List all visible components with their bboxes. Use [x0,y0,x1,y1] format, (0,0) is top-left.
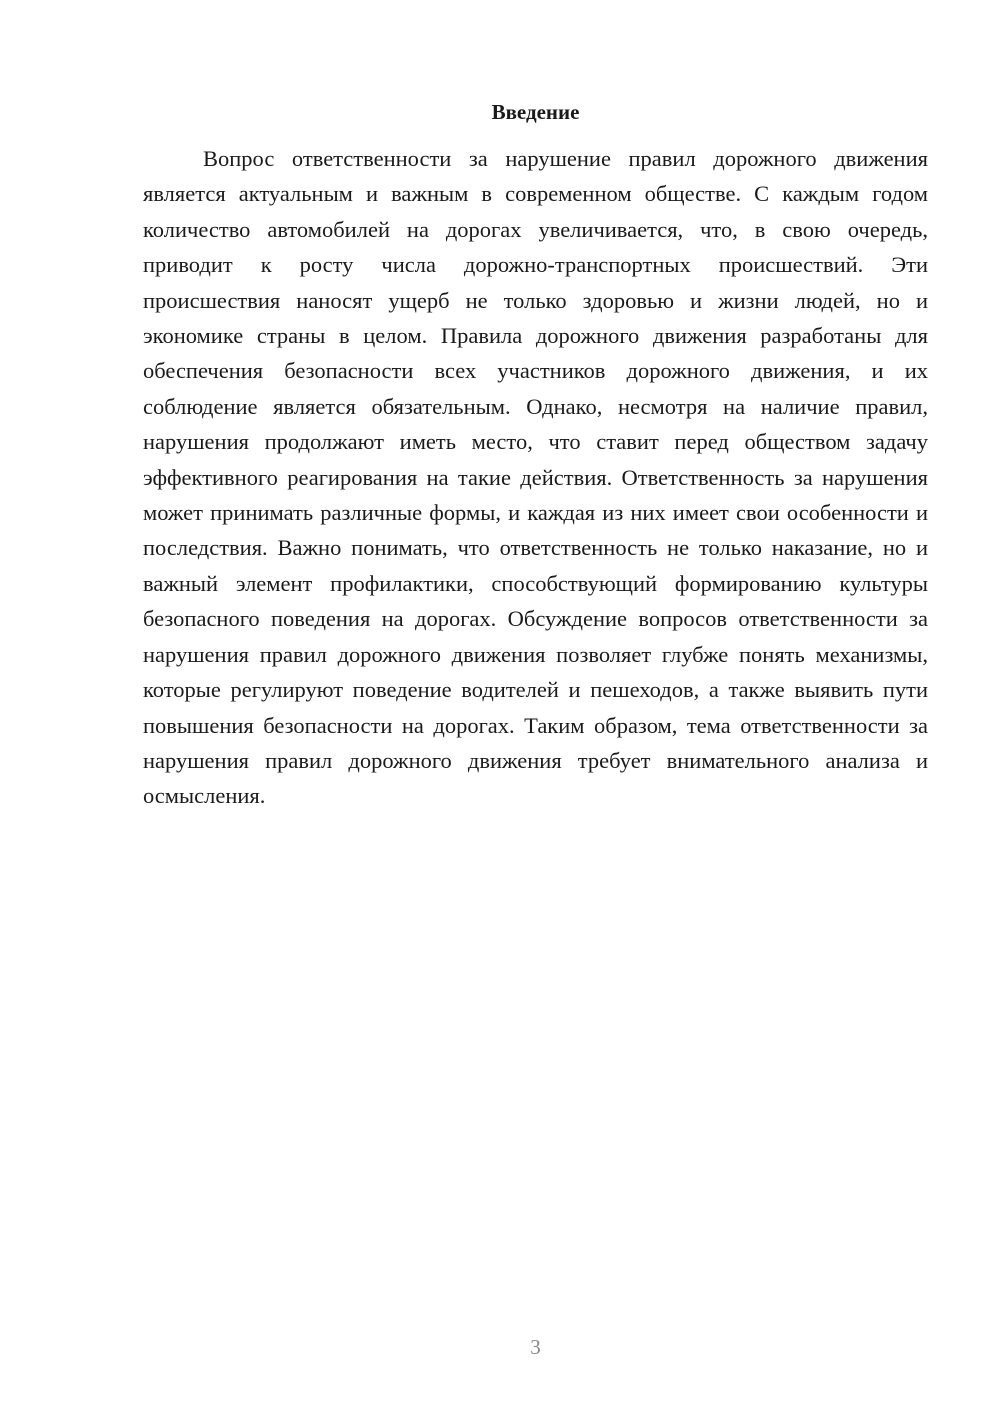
intro-paragraph: Вопрос ответственности за нарушение правил дорожного движения является актуальным и важным в современном обществе. С каждым годом количество автомобилей на дорогах увеличивается, что, в свою очередь, приводит к росту числа дорожно-транспортных происшествий. Эти происшествия наносят ущерб не только здоровью и жизни людей, но и экономике страны в целом. Правила дорожного движения разработаны для обеспечения безопасности всех участников дорожного движения, и их соблюдение является обязательным. Однако, несмотря на наличие правил, нарушения продолжают иметь место, что ставит перед обществом задачу эффективного реагирования на такие действия. Ответственность за нарушения может принимать различные формы, и каждая из них имеет свои особенности и последствия. Важно понимать, что ответственность не только наказание, но и важный элемент профилактики, способствующий формированию культуры безопасного поведения на дорогах. Обсуждение вопросов ответственности за нарушения правил дорожного движения позволяет глубже понять механизмы, которые регулируют поведение водителей и пешеходов, а также выявить пути повышения безопасности на дорогах. Таким образом, тема ответственности за нарушения правил дорожного движения требует внимательного анализа и осмысления. [143,146,928,809]
page-number: 3 [530,1335,541,1359]
section-heading: Введение [491,100,580,124]
